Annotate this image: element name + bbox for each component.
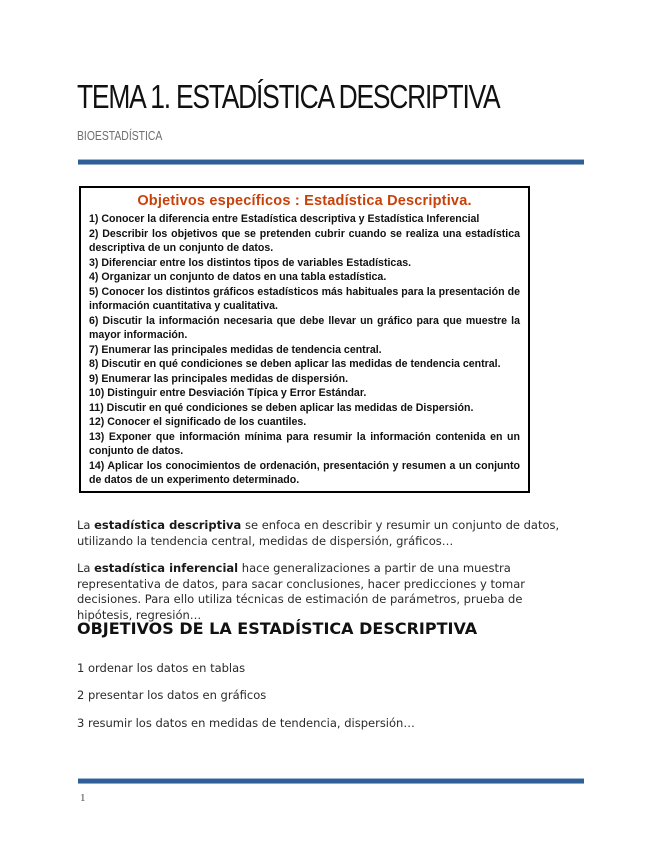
page-number: 1 bbox=[80, 792, 86, 804]
page-title: TEMA 1. ESTADÍSTICA DESCRIPTIVA bbox=[77, 78, 500, 115]
section-list-item: 3 resumir los datos en medidas de tendencia, dispersión… bbox=[77, 716, 415, 730]
paragraph-text: La bbox=[77, 561, 95, 575]
objective-item: 8) Discutir en qué condiciones se deben aplicar las medidas de tendencia central. bbox=[89, 358, 501, 370]
objectives-box bbox=[79, 186, 530, 493]
paragraph-text: se enfoca en describir y resumir un conjunto de datos, utilizando la tendencia central, medidas de dispersión, gráficos… bbox=[77, 518, 560, 548]
objective-item: 11) Discutir en qué condiciones se deben aplicar las medidas de Dispersión. bbox=[89, 401, 474, 414]
paragraph-text: hace generalizaciones a partir de una muestra representativa de datos, para sacar conclusiones, hacer predicciones y tomar decisiones. Para ello utiliza técnicas de estimación de parámetros, prueba de hipótesis, regresión… bbox=[77, 561, 525, 622]
objective-item: 1) Conocer la diferencia entre Estadística descriptiva y Estadística Inferencial bbox=[89, 213, 480, 225]
objective-item: 12) Conocer el significado de los cuantiles. bbox=[89, 416, 307, 428]
objective-item: 3) Diferenciar entre los distintos tipos de variables Estadísticas. bbox=[89, 256, 412, 269]
objective-item: 13) Exponer que información mínima para resumir la información contenida en un conjunto de datos. bbox=[89, 430, 520, 457]
objective-item: 4) Organizar un conjunto de datos en una tabla estadística. bbox=[89, 271, 387, 283]
objective-item: 10) Distinguir entre Desviación Típica y Error Estándar. bbox=[89, 387, 367, 399]
inferential-statistics-paragraph bbox=[77, 561, 577, 623]
objective-item: 5) Conocer los distintos gráficos estadísticos más habituales para la presentación de información cuantitativa y cualitativa. bbox=[89, 285, 520, 312]
section-heading: OBJETIVOS DE LA ESTADÍSTICA DESCRIPTIVA bbox=[77, 619, 478, 638]
objectives-box-title: Objetivos específicos : Estadística Descriptiva. bbox=[137, 193, 472, 209]
objective-item: 14) Aplicar los conocimientos de ordenación, presentación y resumen a un conjunto de datos de un experimento determinado. bbox=[89, 459, 520, 486]
objective-item: 2) Describir los objetivos que se pretenden cubrir cuando se realiza una estadística descriptiva de un conjunto de datos. bbox=[89, 227, 520, 254]
objective-item: 7) Enumerar las principales medidas de tendencia central. bbox=[89, 343, 382, 356]
page-subtitle: BIOESTADÍSTICA bbox=[77, 128, 163, 143]
term-descriptive-statistics: estadística descriptiva bbox=[94, 518, 242, 532]
footer-divider bbox=[78, 778, 584, 784]
objective-item: 6) Discutir la información necesaria que debe llevar un gráfico para que muestre la mayor información. bbox=[89, 314, 520, 341]
descriptive-statistics-paragraph bbox=[77, 518, 577, 549]
header-divider bbox=[78, 159, 584, 165]
objective-item: 9) Enumerar las principales medidas de dispersión. bbox=[89, 372, 349, 385]
term-inferential-statistics: estadística inferencial bbox=[94, 561, 239, 575]
section-list-item: 2 presentar los datos en gráficos bbox=[77, 688, 267, 702]
section-list-item: 1 ordenar los datos en tablas bbox=[77, 661, 246, 675]
paragraph-text: La bbox=[77, 518, 95, 532]
